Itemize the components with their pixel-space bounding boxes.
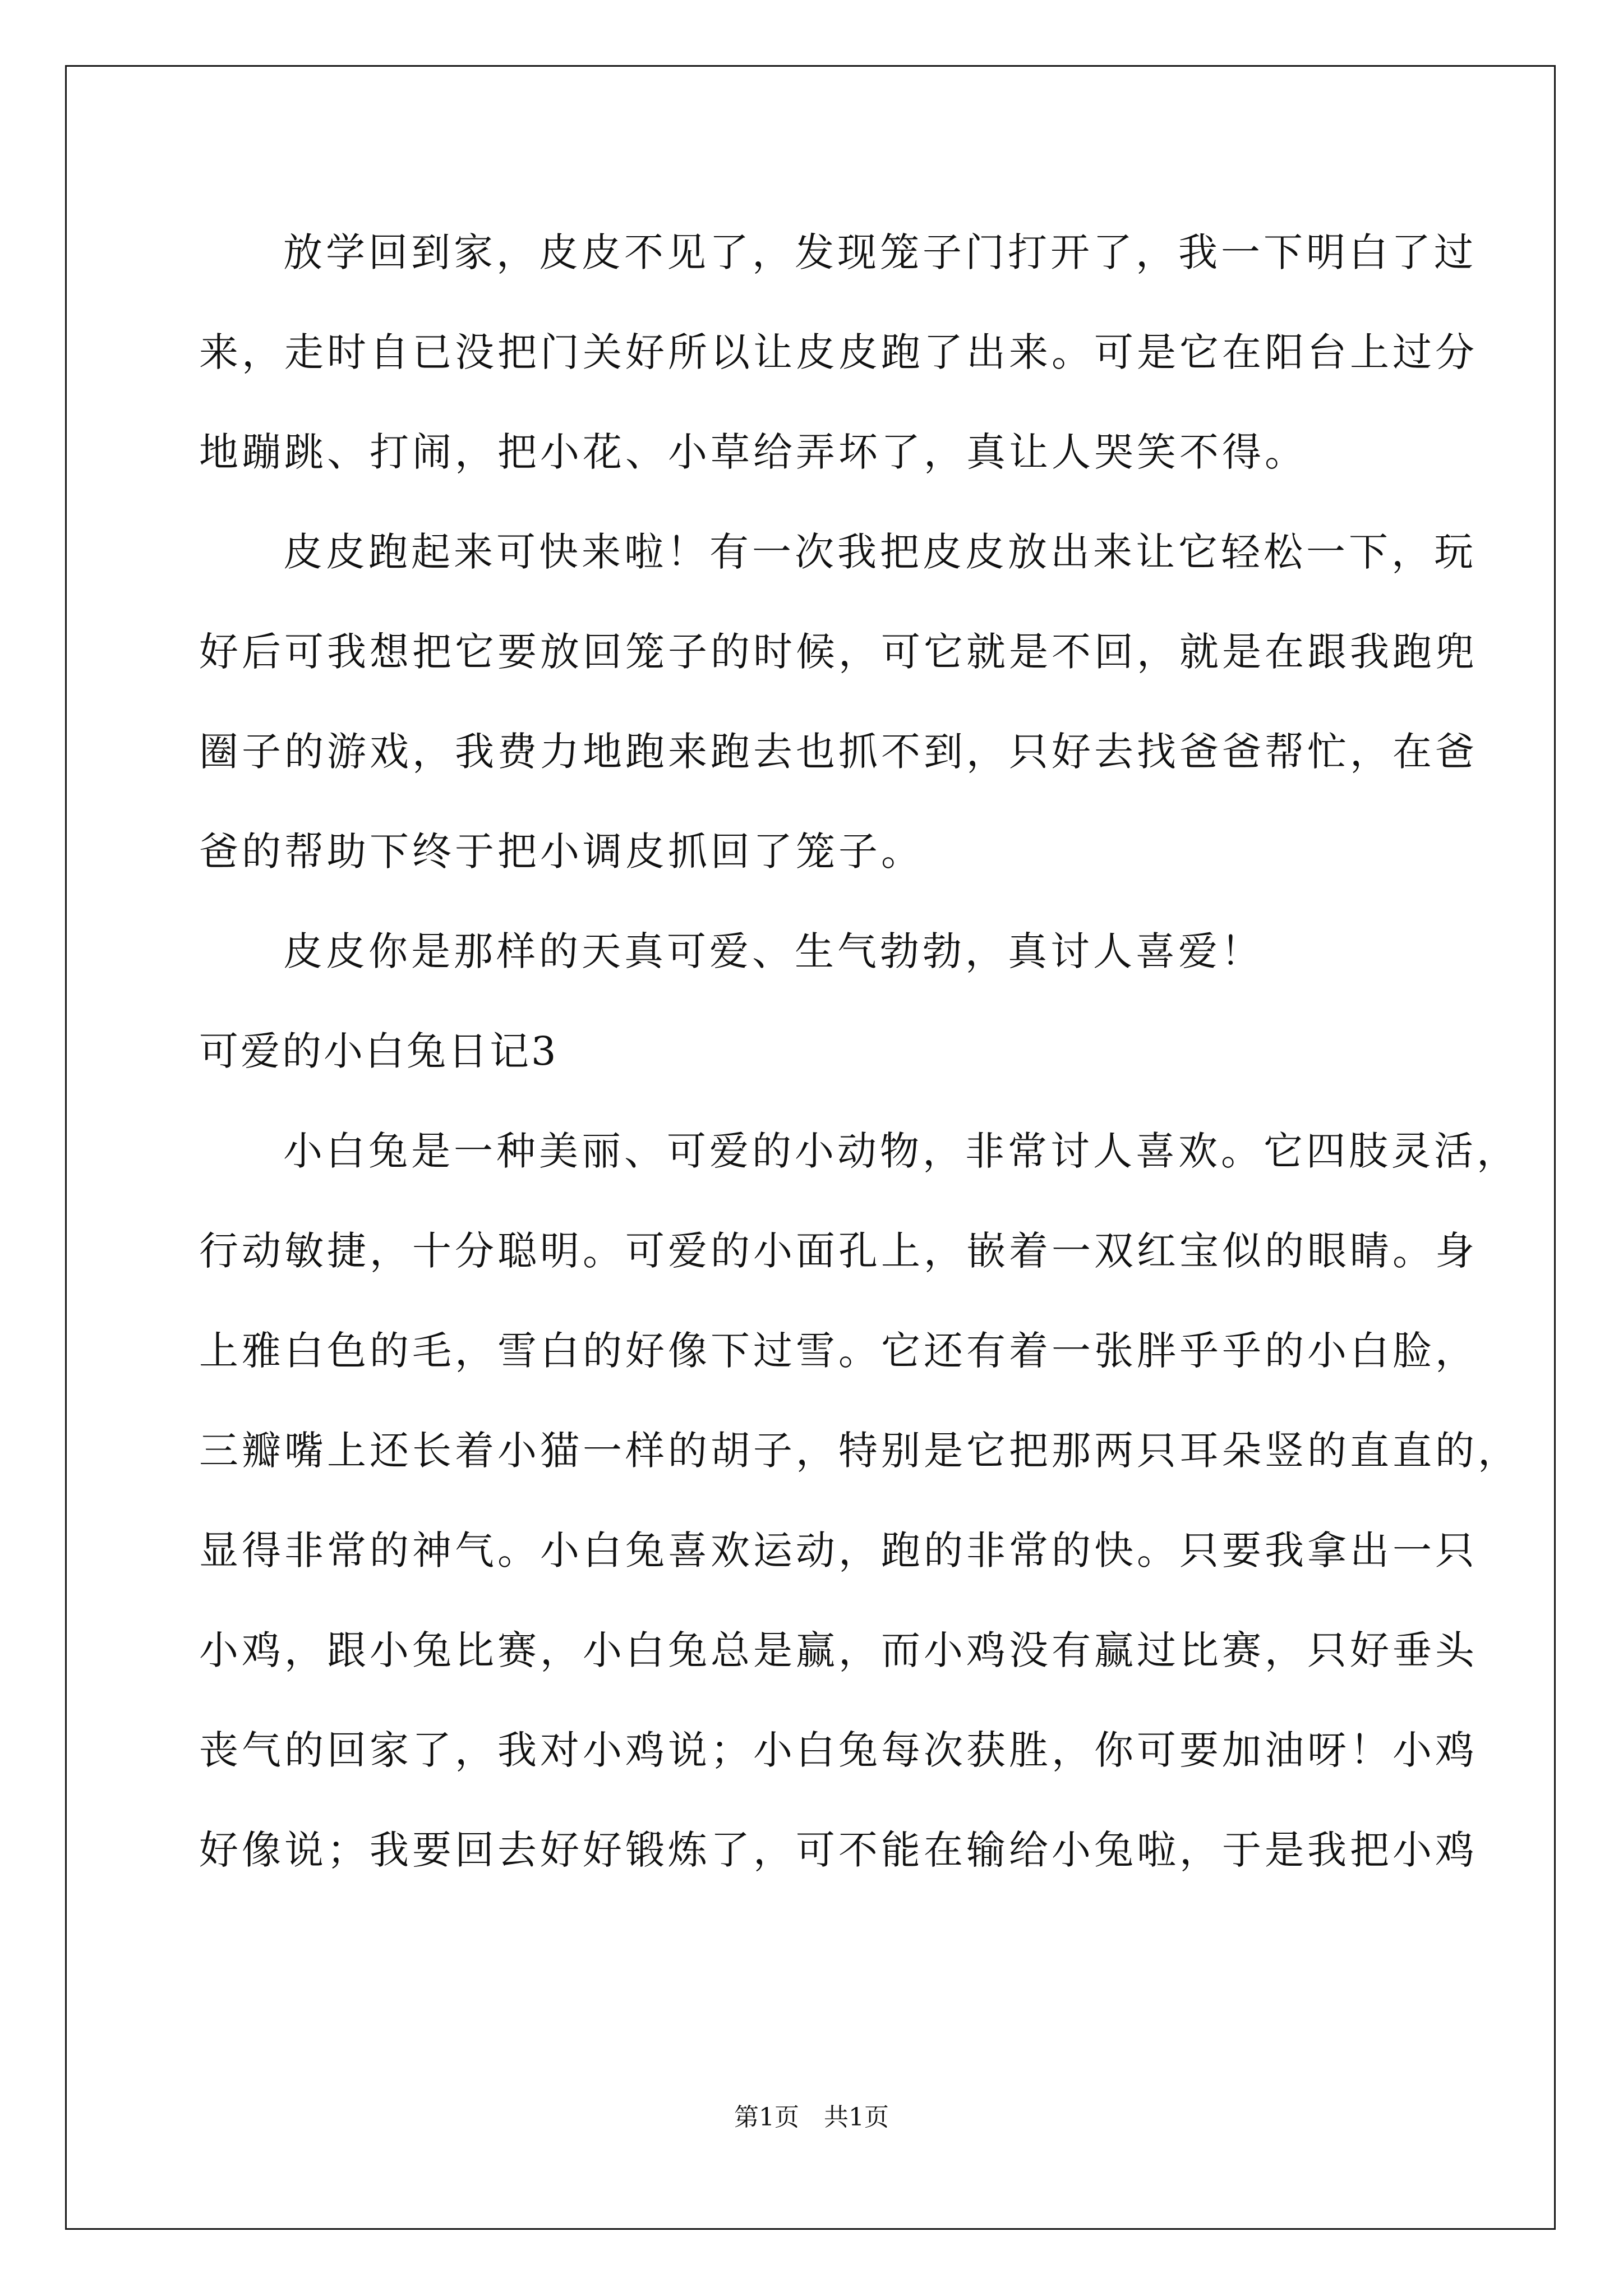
paragraph-line: 显得非常的神气。小白兔喜欢运动，跑的非常的快。只要我拿出一只 bbox=[199, 1527, 1478, 1573]
paragraph-line: 皮皮你是那样的天真可爱、生气勃勃，真讨人喜爱！ bbox=[283, 928, 1264, 974]
paragraph-line: 好像说；我要回去好好锻炼了，可不能在输给小兔啦，于是我把小鸡 bbox=[199, 1827, 1478, 1873]
paragraph-line: 上雅白色的毛，雪白的好像下过雪。它还有着一张胖乎乎的小白脸， bbox=[199, 1328, 1478, 1374]
paragraph-line: 来，走时自已没把门关好所以让皮皮跑了出来。可是它在阳台上过分 bbox=[199, 329, 1478, 375]
paragraph-line: 好后可我想把它要放回笼子的时候，可它就是不回，就是在跟我跑兜 bbox=[199, 629, 1478, 675]
paragraph-line: 丧气的回家了，我对小鸡说；小白兔每次获胜，你可要加油呀！小鸡 bbox=[199, 1727, 1478, 1773]
paragraph-line: 行动敏捷，十分聪明。可爱的小面孔上，嵌着一双红宝似的眼睛。身 bbox=[199, 1228, 1478, 1274]
page-footer: 第1页 共1页 bbox=[734, 2103, 889, 2132]
paragraph-line: 爸的帮助下终于把小调皮抓回了笼子。 bbox=[199, 829, 924, 875]
paragraph-line: 小白兔是一种美丽、可爱的小动物，非常讨人喜欢。它四肢灵活， bbox=[283, 1128, 1519, 1174]
paragraph-line: 地蹦跳、打闹，把小花、小草给弄坏了，真让人哭笑不得。 bbox=[199, 429, 1307, 475]
paragraph-line: 皮皮跑起来可快来啦！有一次我把皮皮放出来让它轻松一下，玩 bbox=[283, 529, 1477, 575]
paragraph-line: 圈子的游戏，我费力地跑来跑去也抓不到，只好去找爸爸帮忙，在爸 bbox=[199, 729, 1478, 775]
paragraph-line: 小鸡，跟小兔比赛，小白兔总是赢，而小鸡没有赢过比赛，只好垂头 bbox=[199, 1627, 1478, 1673]
document-body bbox=[199, 219, 1520, 1916]
section-heading: 可爱的小白兔日记3 bbox=[199, 1028, 559, 1074]
paragraph-line: 三瓣嘴上还长着小猫一样的胡子，特别是它把那两只耳朵竖的直直的， bbox=[199, 1428, 1520, 1474]
paragraph-line: 放学回到家，皮皮不见了，发现笼子门打开了，我一下明白了过 bbox=[283, 229, 1477, 275]
